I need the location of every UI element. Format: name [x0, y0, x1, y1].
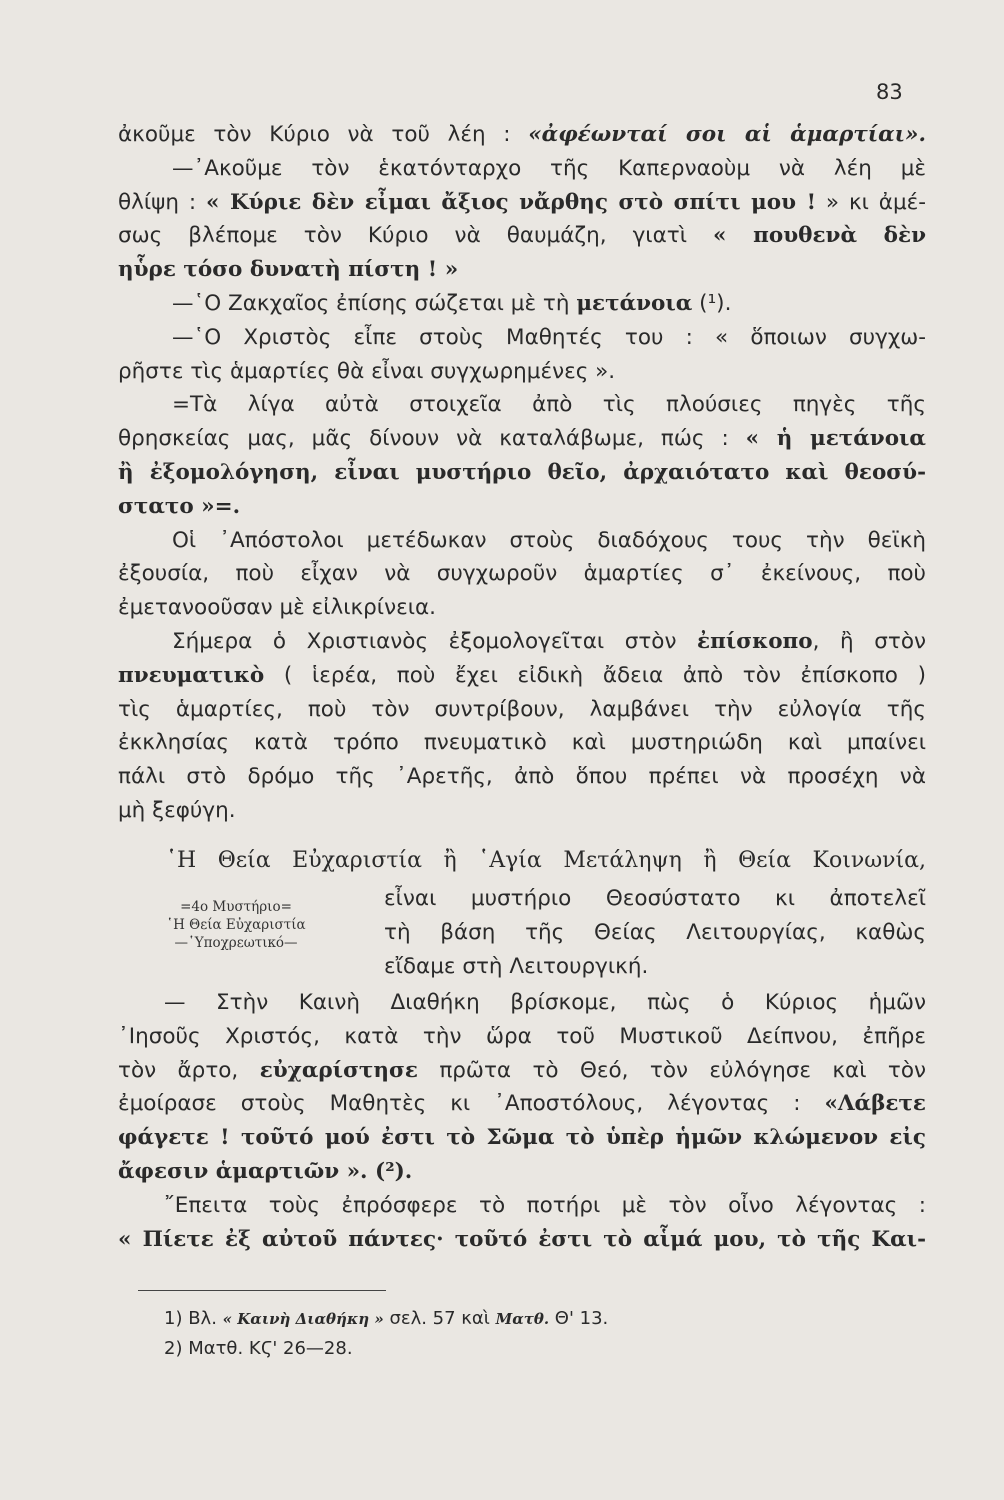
text-run: σελ. 57 καὶ: [383, 1308, 496, 1329]
footnote-divider: [138, 1290, 386, 1291]
text-line: ηὗρε τόσο δυνατὴ πίστη ! »: [118, 257, 459, 283]
text-line: [118, 422, 926, 456]
text-run: 1) Βλ.: [164, 1308, 223, 1329]
text-line: [118, 1087, 926, 1121]
quote-run: «ἀφέωνταί σοι αἱ ἁμαρτίαι».: [528, 122, 926, 147]
text-line: ἐξουσία, ποὺ εἶχαν νὰ συγχωροῦν ἁμαρτίες σ᾿ ἐκείνους, ποὺ: [118, 561, 926, 587]
text-line: [118, 1054, 926, 1088]
text-line: —῾Ο Χριστὸς εἶπε στοὺς Μαθητές του : « ὅποιων συγχω-: [172, 324, 926, 350]
text-run: (¹).: [692, 290, 732, 316]
text-line: [118, 118, 926, 152]
italic-run: Ματθ.: [495, 1310, 550, 1328]
text-run: ἐμοίρασε στοὺς Μαθητὲς κι ᾿Αποστόλους, λέγοντας :: [118, 1091, 825, 1117]
quote-run: « πουθενὰ δὲν: [713, 223, 926, 249]
text-line: ἐκκλησίας κατὰ τρόπο πνευματικὸ καὶ μυστηριώδη καὶ μπαίνει: [118, 730, 926, 756]
text-line: —᾿Ακοῦμε τὸν ἑκατόνταρχο τῆς Καπερναοὺμ νὰ λέη μὲ: [172, 155, 926, 181]
italic-run: « Καινὴ Διαθήκη »: [222, 1310, 384, 1328]
bold-run: « ἡ μετάνοια: [745, 426, 926, 452]
side-note-line: =4ο Μυστήριο=: [180, 899, 292, 915]
section-intro: [384, 882, 926, 983]
text-line: ἢ ἐξομολόγηση, εἶναι μυστήριο θεῖο, ἀρχαιότατο καὶ θεοσύ-: [118, 459, 926, 485]
text-line: πάλι στὸ δρόμο τῆς ᾿Αρετῆς, ἀπὸ ὅπου πρέπει νὰ προσέχη νὰ: [118, 764, 926, 790]
footnote-1: [164, 1306, 608, 1332]
text-line: εἶναι μυστήριο Θεοσύστατο κι ἀποτελεῖ: [384, 886, 926, 911]
text-run: θρησκείας μας, μᾶς δίνουν νὰ καταλάβωμε, πώς :: [118, 426, 746, 452]
bold-run: εὐχαρίστησε: [259, 1057, 418, 1083]
text-line: — Στὴν Καινὴ Διαθήκη βρίσκομε, πὼς ὁ Κύριος ἡμῶν: [164, 990, 926, 1015]
text-line: εἴδαμε στὴ Λειτουργική.: [384, 953, 649, 979]
side-note-line: ῾Η Θεία Εὐχαριστία: [166, 917, 306, 933]
text-line: [118, 219, 926, 253]
side-note: [120, 898, 352, 952]
text-run: ( ἱερέα, ποὺ ἔχει εἰδικὴ ἄδεια ἀπὸ τὸν ἐπίσκοπο ): [264, 662, 926, 688]
text-run: —῾Ο Ζακχαῖος ἐπίσης σώζεται μὲ τὴ: [172, 290, 577, 316]
text-run: , ἢ στὸν: [812, 628, 926, 654]
text-line: « Πίετε ἐξ αὐτοῦ πάντες· τοῦτό ἐστι τὸ αἷμά μου, τὸ τῆς Και-: [118, 1226, 926, 1252]
text-line: στατο »=.: [118, 493, 241, 519]
text-line: [118, 625, 926, 659]
text-line: τὶς ἁμαρτίες, ποὺ τὸν συντρίβουν, λαμβάνει τὴν εὐλογία τῆς: [118, 696, 926, 722]
text-line: [118, 1155, 926, 1189]
side-note-line: —῾Υποχρεωτικό—: [174, 935, 298, 951]
text-run: θλίψη :: [118, 189, 206, 215]
body-text-top: [118, 118, 926, 828]
text-line: =Τὰ λίγα αὐτὰ στοιχεῖα ἀπὸ τὶς πλούσιες πηγὲς τῆς: [172, 392, 926, 418]
text-run: Σήμερα ὁ Χριστιανὸς ἐξομολογεῖται στὸν: [172, 628, 698, 654]
bold-run: πνευματικὸ: [118, 662, 265, 688]
text-run: » κι ἀμέ-: [816, 189, 926, 215]
text-run: Θ' 13.: [549, 1308, 609, 1329]
text-line: [118, 659, 926, 693]
section-heading: ῾Η Θεία Εὐχαριστία ἢ ῾Αγία Μετάληψη ἢ Θεία Κοινωνία,: [166, 848, 926, 873]
text-line: φάγετε ! τοῦτό μού ἐστι τὸ Σῶμα τὸ ὑπὲρ ἡμῶν κλώμενον εἰς: [118, 1125, 926, 1151]
quote-run: « Κύριε δὲν εἶμαι ἄξιος νἄρθης στὸ σπίτι μου !: [205, 189, 817, 215]
page-number: 83: [876, 80, 903, 104]
bold-run: μετάνοια: [576, 290, 693, 316]
text-run: τὸν ἄρτο,: [118, 1057, 260, 1083]
text-line: Οἱ ᾿Απόστολοι μετέδωκαν στοὺς διαδόχους τους τὴν θεϊκὴ: [172, 527, 926, 553]
text-run: πρῶτα τὸ Θεό, τὸν εὐλόγησε καὶ τὸν: [417, 1057, 926, 1083]
quote-run: «Λάβετε: [824, 1091, 926, 1117]
body-text-bottom: [118, 986, 926, 1256]
text-line: ἐμετανοοῦσαν μὲ εἰλικρίνεια.: [118, 595, 436, 621]
text-line: ᾿Ιησοῦς Χριστός, κατὰ τὴν ὥρα τοῦ Μυστικοῦ Δείπνου, ἐπῆρε: [118, 1023, 926, 1049]
footnote-2: 2) Ματθ. ΚϚ' 26—28.: [164, 1338, 353, 1359]
text-line: [118, 287, 926, 321]
text-line: ῎Επειτα τοὺς ἐπρόσφερε τὸ ποτήρι μὲ τὸν οἶνο λέγοντας :: [164, 1192, 926, 1218]
text-line: τὴ βάση τῆς Θείας Λειτουργίας, καθὼς: [384, 919, 926, 945]
text-line: [118, 186, 926, 220]
quote-run: ἄφεσιν ἁμαρτιῶν ».: [118, 1158, 368, 1184]
bold-run: ἐπίσκοπο: [697, 628, 813, 654]
text-run: ἀκοῦμε τὸν Κύριο νὰ τοῦ λέη :: [118, 122, 529, 147]
text-run: (²).: [367, 1158, 413, 1184]
text-line: μὴ ξεφύγη.: [118, 797, 236, 823]
text-line: ρῆστε τὶς ἁμαρτίες θὰ εἶναι συγχωρημένες ».: [118, 358, 616, 384]
text-run: σως βλέπομε τὸν Κύριο νὰ θαυμάζη, γιατὶ: [118, 223, 713, 249]
